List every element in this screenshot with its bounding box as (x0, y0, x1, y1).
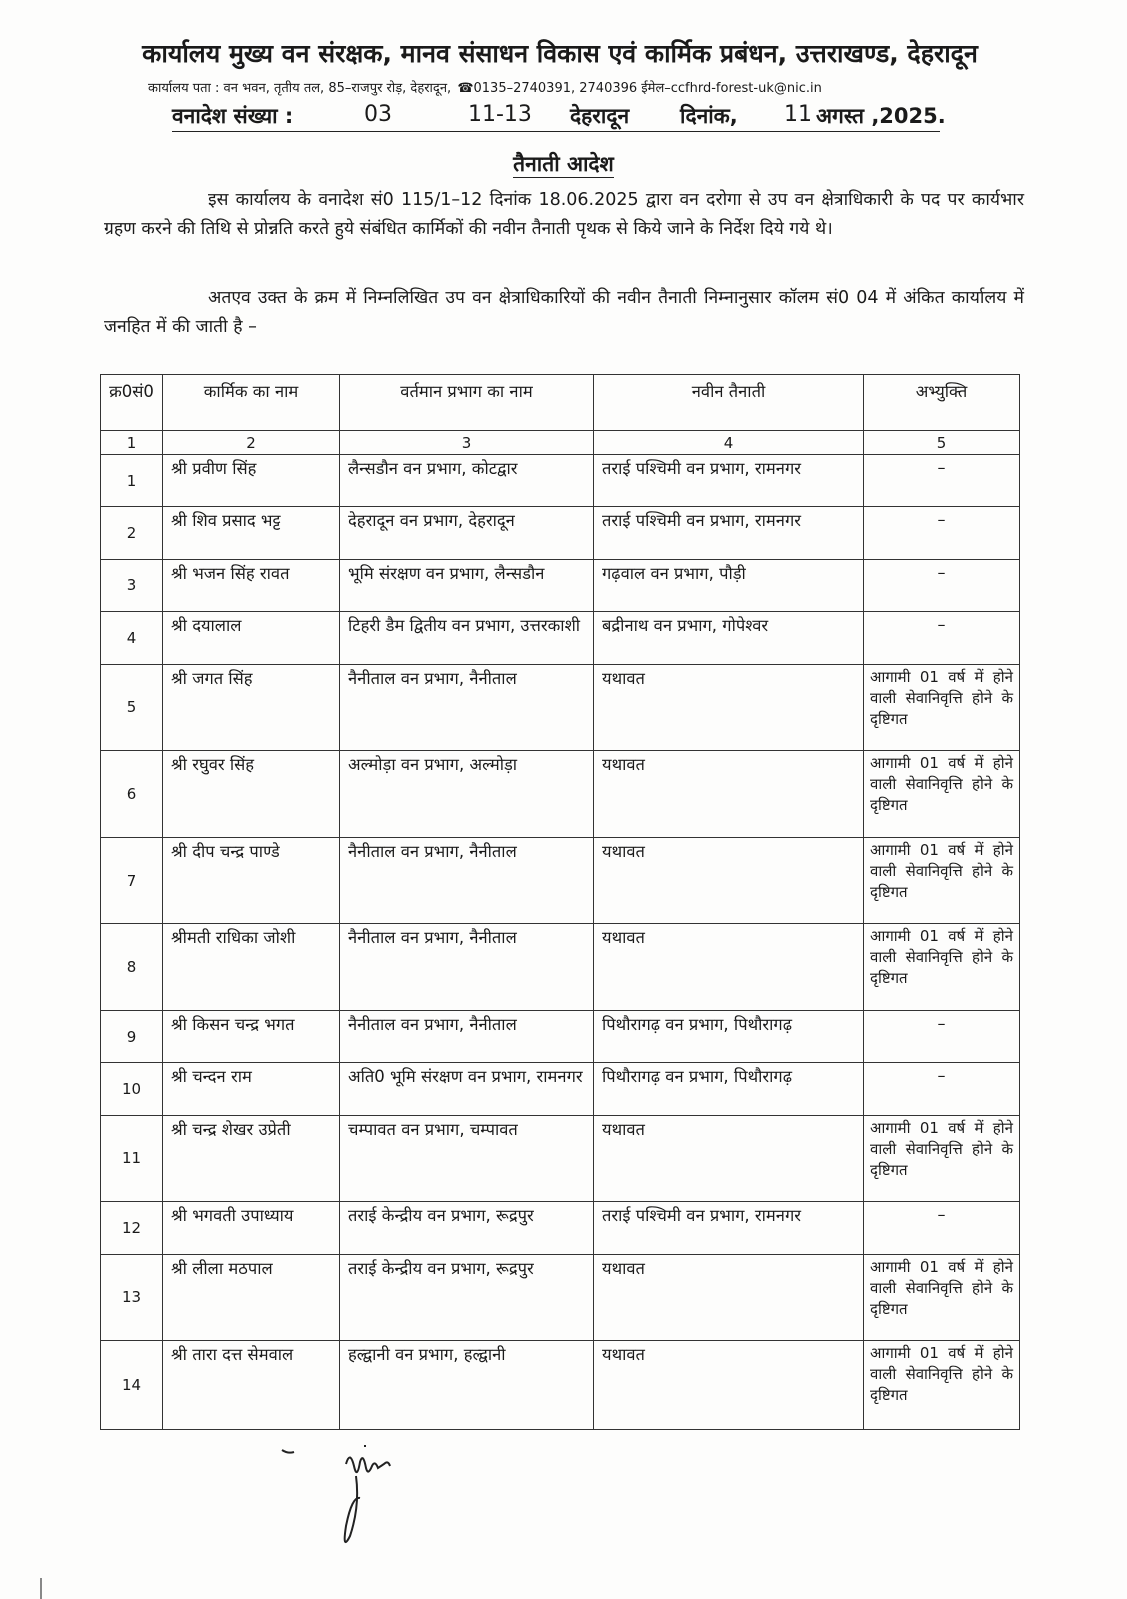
remark-text: – (937, 1205, 946, 1225)
table-row (101, 1341, 1020, 1430)
remark (864, 837, 1020, 924)
header-name: कार्मिक का नाम (163, 375, 340, 431)
new-posting: यथावत (594, 837, 864, 924)
new-posting: यथावत (594, 1115, 864, 1202)
serial-number: 10 (101, 1063, 163, 1115)
column-number: 5 (864, 431, 1020, 455)
current-division: नैनीताल वन प्रभाग, नैनीताल (340, 1010, 594, 1062)
table-row (101, 751, 1020, 838)
serial-number: 4 (101, 612, 163, 664)
remark (864, 1115, 1020, 1202)
new-posting: पिथौरागढ़ वन प्रभाग, पिथौरागढ़ (594, 1010, 864, 1062)
remark (864, 507, 1020, 559)
paragraph-2: अतएव उक्त के क्रम में निम्नलिखित उप वन क्षेत्राधिकारियों की नवीन तैनाती निम्नानुसार कॉलम सं0 04 में अंकित कार्यालय में जनहित में की जाती है – (104, 288, 1024, 337)
new-posting: तराई पश्चिमी वन प्रभाग, रामनगर (594, 455, 864, 507)
new-posting: यथावत (594, 1341, 864, 1430)
new-posting: बद्रीनाथ वन प्रभाग, गोपेश्वर (594, 612, 864, 664)
column-number: 4 (594, 431, 864, 455)
table-row (101, 559, 1020, 611)
employee-name: श्री किसन चन्द्र भगत (163, 1010, 340, 1062)
remark-text: – (937, 615, 946, 635)
office-address (148, 78, 1008, 96)
order-number-line (172, 100, 972, 134)
remark (864, 924, 1020, 1011)
table-row (101, 1063, 1020, 1115)
new-posting: तराई पश्चिमी वन प्रभाग, रामनगर (594, 1202, 864, 1254)
serial-number: 14 (101, 1341, 163, 1430)
employee-name: श्री भजन सिंह रावत (163, 559, 340, 611)
remark-text: – (937, 562, 946, 582)
remark-text: आगामी 01 वर्ष में होने वाली सेवानिवृत्ति होने के दृष्टिगत (870, 1257, 1013, 1318)
remark (864, 664, 1020, 751)
serial-number: 13 (101, 1254, 163, 1341)
employee-name: श्री भगवती उपाध्याय (163, 1202, 340, 1254)
current-division: देहरादून वन प्रभाग, देहरादून (340, 507, 594, 559)
remark-text: आगामी 01 वर्ष में होने वाली सेवानिवृत्ति होने के दृष्टिगत (870, 754, 1013, 815)
employee-name: श्री चन्द्र शेखर उप्रेती (163, 1115, 340, 1202)
current-division: चम्पावत वन प्रभाग, चम्पावत (340, 1115, 594, 1202)
current-division: तराई केन्द्रीय वन प्रभाग, रूद्रपुर (340, 1202, 594, 1254)
current-division: लैन्सडौन वन प्रभाग, कोटद्वार (340, 455, 594, 507)
table-row (101, 1202, 1020, 1254)
table-header-row (101, 375, 1020, 431)
current-division: भूमि संरक्षण वन प्रभाग, लैन्सडौन (340, 559, 594, 611)
page-edge-mark (40, 1578, 42, 1599)
table-row (101, 837, 1020, 924)
address-text: कार्यालय पता : वन भवन, तृतीय तल, 85–राजपुर रोड़, देहरादून, (148, 81, 452, 96)
remark-text: – (937, 1013, 946, 1033)
current-division: टिहरी डैम द्वितीय वन प्रभाग, उत्तरकाशी (340, 612, 594, 664)
remark (864, 559, 1020, 611)
order-number-part2: 11-13 (468, 102, 532, 127)
subject-heading: तैनाती आदेश (513, 152, 614, 176)
header-sn: क्र0सं0 (101, 375, 163, 431)
new-posting: यथावत (594, 1254, 864, 1341)
current-division: हल्द्वानी वन प्रभाग, हल्द्वानी (340, 1341, 594, 1430)
column-number: 3 (340, 431, 594, 455)
order-number-label: वनादेश संख्या : (172, 104, 294, 128)
table-row (101, 924, 1020, 1011)
posting-table (100, 374, 1020, 1430)
current-division: तराई केन्द्रीय वन प्रभाग, रूद्रपुर (340, 1254, 594, 1341)
serial-number: 12 (101, 1202, 163, 1254)
serial-number: 1 (101, 455, 163, 507)
office-title: कार्यालय मुख्य वन संरक्षक, मानव संसाधन विकास एवं कार्मिक प्रबंधन, उत्तराखण्ड, देहरादून (142, 39, 978, 68)
order-date-day: 11 (784, 102, 812, 127)
remark-text: आगामी 01 वर्ष में होने वाली सेवानिवृत्ति होने के दृष्टिगत (870, 1344, 1013, 1405)
table-row (101, 1010, 1020, 1062)
remark-text: आगामी 01 वर्ष में होने वाली सेवानिवृत्ति होने के दृष्टिगत (870, 927, 1013, 988)
serial-number: 6 (101, 751, 163, 838)
header-current-division: वर्तमान प्रभाग का नाम (340, 375, 594, 431)
current-division: अति0 भूमि संरक्षण वन प्रभाग, रामनगर (340, 1063, 594, 1115)
employee-name: श्री प्रवीण सिंह (163, 455, 340, 507)
employee-name: श्री जगत सिंह (163, 664, 340, 751)
serial-number: 5 (101, 664, 163, 751)
serial-number: 8 (101, 924, 163, 1011)
serial-number: 9 (101, 1010, 163, 1062)
order-number-part1: 03 (364, 102, 392, 127)
header-new-posting: नवीन तैनाती (594, 375, 864, 431)
new-posting: यथावत (594, 924, 864, 1011)
remark-text: – (937, 1066, 946, 1086)
table-row (101, 507, 1020, 559)
current-division: नैनीताल वन प्रभाग, नैनीताल (340, 664, 594, 751)
table-body (101, 455, 1020, 1430)
order-date-rest: अगस्त ,2025. (816, 104, 946, 128)
new-posting: पिथौरागढ़ वन प्रभाग, पिथौरागढ़ (594, 1063, 864, 1115)
column-number: 2 (163, 431, 340, 455)
current-division: नैनीताल वन प्रभाग, नैनीताल (340, 924, 594, 1011)
header-remark: अभ्युक्ति (864, 375, 1020, 431)
remark-text: आगामी 01 वर्ष में होने वाली सेवानिवृत्ति होने के दृष्टिगत (870, 1118, 1013, 1179)
remark (864, 1063, 1020, 1115)
new-posting: गढ़वाल वन प्रभाग, पौड़ी (594, 559, 864, 611)
employee-name: श्री चन्दन राम (163, 1063, 340, 1115)
telephone-icon: ☎ (457, 81, 474, 96)
serial-number: 2 (101, 507, 163, 559)
order-place: देहरादून (570, 104, 630, 128)
column-number-row (101, 431, 1020, 455)
current-division: अल्मोड़ा वन प्रभाग, अल्मोड़ा (340, 751, 594, 838)
employee-name: श्री दीप चन्द्र पाण्डे (163, 837, 340, 924)
employee-name: श्री शिव प्रसाद भट्ट (163, 507, 340, 559)
remark-text: आगामी 01 वर्ष में होने वाली सेवानिवृत्ति होने के दृष्टिगत (870, 840, 1013, 901)
remark (864, 455, 1020, 507)
serial-number: 7 (101, 837, 163, 924)
employee-name: श्री दयालाल (163, 612, 340, 664)
employee-name: श्री लीला मठपाल (163, 1254, 340, 1341)
order-date-label: दिनांक, (680, 104, 738, 128)
remark (864, 612, 1020, 664)
order-underline (172, 131, 940, 132)
table-row (101, 455, 1020, 507)
remark-text: आगामी 01 वर्ष में होने वाली सेवानिवृत्ति होने के दृष्टिगत (870, 667, 1013, 728)
remark (864, 1010, 1020, 1062)
new-posting: यथावत (594, 751, 864, 838)
current-division: नैनीताल वन प्रभाग, नैनीताल (340, 837, 594, 924)
serial-number: 3 (101, 559, 163, 611)
remark (864, 751, 1020, 838)
employee-name: श्रीमती राधिका जोशी (163, 924, 340, 1011)
new-posting: तराई पश्चिमी वन प्रभाग, रामनगर (594, 507, 864, 559)
table-row (101, 612, 1020, 664)
employee-name: श्री तारा दत्त सेमवाल (163, 1341, 340, 1430)
column-number: 1 (101, 431, 163, 455)
remark (864, 1254, 1020, 1341)
remark (864, 1202, 1020, 1254)
table-row (101, 1115, 1020, 1202)
remark-text: – (937, 510, 946, 530)
phone-email: 0135–2740391, 2740396 ईमेल–ccfhrd-forest-uk@nic.in (473, 81, 822, 96)
table-row (101, 664, 1020, 751)
serial-number: 11 (101, 1115, 163, 1202)
employee-name: श्री रघुवर सिंह (163, 751, 340, 838)
table-row (101, 1254, 1020, 1341)
new-posting: यथावत (594, 664, 864, 751)
paragraph-1: इस कार्यालय के वनादेश सं0 115/1–12 दिनांक 18.06.2025 द्वारा वन दरोगा से उप वन क्षेत्राधिकारी के पद पर कार्यभार ग्रहण करने की तिथि से प्रोन्नति करते हुये संबंधित कार्मिकों की नवीन तैनाती पृथक से किये जाने के निर्देश दिये गये थे। (104, 190, 1024, 239)
remark (864, 1341, 1020, 1430)
handwritten-signature (268, 1436, 428, 1556)
remark-text: – (937, 458, 946, 477)
